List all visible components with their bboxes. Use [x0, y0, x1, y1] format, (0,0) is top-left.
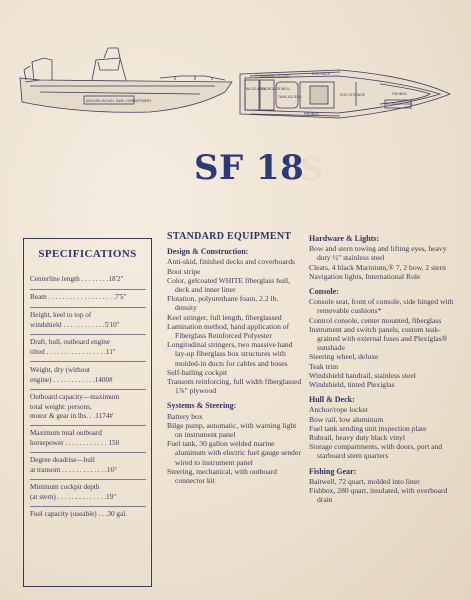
list-item: Steering wheel, deluxe: [309, 352, 379, 362]
list-item: Boot stripe: [167, 266, 201, 276]
list-item: Fuel tank, 30 gallon welded marine aluminum with electric fuel gauge sender wired to instrument panel: [167, 439, 301, 467]
spec-divider: [30, 334, 146, 335]
list-item: Color, gelcoated WHITE fiberglass hull, deck and inner liner: [167, 275, 290, 295]
list-item: Bow and stern towing and lifting eyes, heavy duty ½" stainless steel: [309, 244, 447, 263]
spec-centerline-length: Centerline length . . . . . . . .18'2": [30, 275, 124, 283]
deck-label-anchor-locker: ANCHOR LOCKER: [260, 75, 290, 79]
deck-label-fishbox-left: FISHBOX: [304, 112, 319, 116]
spec-max-horsepower: Maximum total outboard horsepower . . . . . . . . . . . . 150: [30, 429, 120, 447]
deck-label-tank-access: TANK ACCESS: [278, 95, 302, 99]
spec-outboard-capacity: Outboard capacity—maximum total weight: persons, motor & gear in lbs. . .1174#: [30, 393, 120, 420]
section-heading-hull-deck: Hull & Deck:: [309, 395, 355, 405]
list-item: Lamination method, hand application of Fiberglass Reinforced Polyester: [167, 321, 290, 341]
spec-divider: [30, 289, 146, 290]
spec-cockpit-depth: Minimum cockpit depth (at stern) . . . . . . . . . . . . . .19": [30, 483, 117, 501]
deck-label-storage-area: STORAGE AREA: [386, 102, 413, 106]
list-item: Flotation, polyurethane foam, 2.2 lb. density: [167, 294, 279, 313]
list-item: Cleats, 4 black Marinium,® 7, 2 bow, 2 stern: [309, 262, 446, 272]
equipment-right-column: [309, 234, 459, 504]
list-item: Bilge pump, automatic, with warning light on instrument panel: [167, 420, 297, 440]
section-heading-systems-steering: Systems & Steering:: [167, 401, 237, 411]
deck-label-rod-storage: ROD STORAGE: [340, 93, 365, 97]
profile-tank-label: MOLDED-IN FUEL TANK COMPARTMENT: [86, 99, 152, 103]
list-item: Rubrail, heavy duty black vinyl: [309, 433, 405, 443]
list-item: Windshield handrail, stainless steel: [309, 370, 416, 380]
list-item: Console seat, front of console, side hinged with removable cushions*: [309, 297, 454, 316]
list-item: Storage compartments, with doors, port and starboard stern quarters: [309, 442, 443, 461]
list-item: Teak trim: [309, 361, 339, 371]
model-title: SF 18: [194, 148, 305, 188]
section-heading-hardware-lights: Hardware & Lights:: [309, 234, 380, 243]
list-item: Keel stringer, full length, fiberglassed: [167, 312, 282, 322]
deck-label-rod-rack: ROD RACK: [312, 72, 330, 76]
list-item: Fishbox, 280 quart, insulated, with overboard drain: [309, 486, 448, 505]
list-item: Control console, center mounted, fiberglass: [309, 315, 442, 325]
list-item: Baitwell, 72 quart, molded into liner: [309, 476, 420, 486]
list-item: Anchor/rope locker: [309, 405, 369, 415]
spec-divider: [30, 307, 146, 308]
spec-divider: [30, 389, 146, 390]
specifications-box: [23, 238, 152, 587]
list-item: Bow rail, low aluminum: [309, 414, 384, 424]
ghost-title: S: [300, 150, 324, 188]
spec-draft: Draft, hull, outboard engine tilted . . . . . . . . . . . . . . . . .11": [30, 338, 116, 356]
spec-height: Height, keel to top of windshield . . . . . . . . . . . .5'10": [30, 311, 120, 329]
list-item: Transom reinforcing, full width fiberglassed 1⅞" plywood: [167, 377, 302, 396]
spec-divider: [30, 361, 146, 362]
standard-equipment-title: STANDARD EQUIPMENT: [167, 231, 292, 242]
spec-divider: [30, 425, 146, 426]
spec-divider: [30, 452, 146, 453]
spec-divider: [30, 506, 146, 507]
standard-equipment-column: [167, 232, 302, 485]
list-item: Battery box: [167, 411, 203, 421]
deck-label-outboard-well: OUTBOARD WELL: [261, 87, 291, 91]
section-heading-design-construction: Design & Construction:: [167, 247, 249, 257]
list-item: Navigation lights, International Rule: [309, 271, 421, 281]
spec-weight: Weight, dry (without engine) . . . . . . . . . . . .1400#: [30, 366, 113, 384]
section-heading-console: Console:: [309, 287, 339, 297]
list-item: Fuel tank sending unit inspection plate: [309, 423, 427, 433]
section-heading-fishing-gear: Fishing Gear:: [309, 466, 357, 476]
spec-fuel-capacity: Fuel capacity (useable) . . .30 gal.: [30, 510, 127, 518]
spec-deadrise: Degree deadrise—hull at transom . . . . . . . . . . . . .16°: [30, 456, 117, 474]
deck-label-fishbox: FISHBOX: [392, 92, 407, 96]
list-item: Anti-skid, finished decks and coverboards: [167, 257, 296, 267]
boat-drawings: [0, 0, 471, 130]
specifications-title: SPECIFICATIONS: [38, 248, 137, 260]
list-item: Instrument and switch panels, custom teak-grained with external fuses and Plexiglas® sunshade: [309, 324, 448, 353]
list-item: Longitudinal stringers, two massive hand lay-up fiberglass box structures with molded-in ducts for cables and hoses: [167, 340, 293, 368]
spec-beam: Beam . . . . . . . . . . . . . . . . . . .7'5": [30, 293, 127, 301]
list-item: Steering, mechanical, with outboard connector kit: [167, 466, 277, 486]
list-item: Windshield, tinted Plexiglas: [309, 380, 395, 390]
deck-label-bilge-area: BILGE AREA: [246, 87, 266, 91]
list-item: Self-bailing cockpit: [167, 367, 228, 377]
spec-divider: [30, 479, 146, 480]
